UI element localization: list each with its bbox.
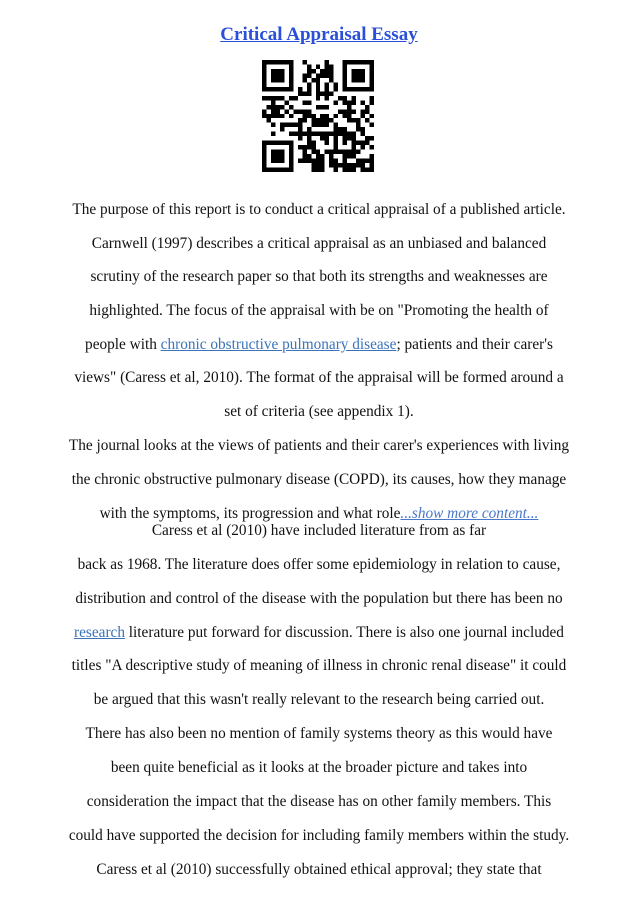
text-line-15: titles "A descriptive study of meaning of illness in chronic renal disease" it could	[71, 657, 567, 674]
text-line-12: back as 1968. The literature does offer some epidemiology in relation to cause,	[77, 556, 561, 573]
text-line-17: There has also been no mention of family systems theory as this would have	[85, 725, 553, 742]
text-line-8: The journal looks at the views of patients and their carer's experiences with living	[68, 437, 570, 454]
text-line-3: scrutiny of the research paper so that both its strengths and weaknesses are	[90, 268, 548, 285]
text-line-19: consideration the impact that the disease has on other family members. This	[86, 793, 552, 810]
text-line-7: set of criteria (see appendix 1).	[224, 403, 414, 420]
text-line-9: the chronic obstructive pulmonary disease (COPD), its causes, how they manage	[71, 471, 567, 488]
text-line-6: views" (Caress et al, 2010). The format of the appraisal will be formed around a	[74, 369, 564, 386]
essay-title[interactable]: Critical Appraisal Essay	[220, 24, 418, 45]
qr-code	[262, 60, 374, 172]
research-link[interactable]: research	[74, 624, 125, 641]
text-line-21: Caress et al (2010) successfully obtained ethical approval; they state that	[96, 861, 542, 878]
text-line-1: The purpose of this report is to conduct a critical appraisal of a published article.	[72, 201, 566, 218]
text-line-13: distribution and control of the disease with the population but there has been no	[75, 590, 563, 607]
show-more-link[interactable]: ...show more content...	[400, 505, 539, 522]
text-line-16: be argued that this wasn't really relevant to the research being carried out.	[93, 691, 545, 708]
text-line-4: highlighted. The focus of the appraisal with be on "Promoting the health of	[89, 302, 549, 319]
text-line-18: been quite beneficial as it looks at the broader picture and takes into	[110, 759, 528, 776]
text-line-10: with the symptoms, its progression and what role...show more content...	[99, 505, 539, 522]
text-line-2: Carnwell (1997) describes a critical appraisal as an unbiased and balanced	[91, 235, 547, 252]
text-line-11: Caress et al (2010) have included literature from as far	[151, 522, 487, 539]
text-line-5: people with chronic obstructive pulmonary disease; patients and their carer's	[85, 336, 553, 353]
text-line-20: could have supported the decision for including family members within the study.	[68, 827, 570, 844]
text-line-14: research literature put forward for discussion. There is also one journal included	[74, 624, 564, 641]
copd-link[interactable]: chronic obstructive pulmonary disease	[160, 336, 397, 353]
